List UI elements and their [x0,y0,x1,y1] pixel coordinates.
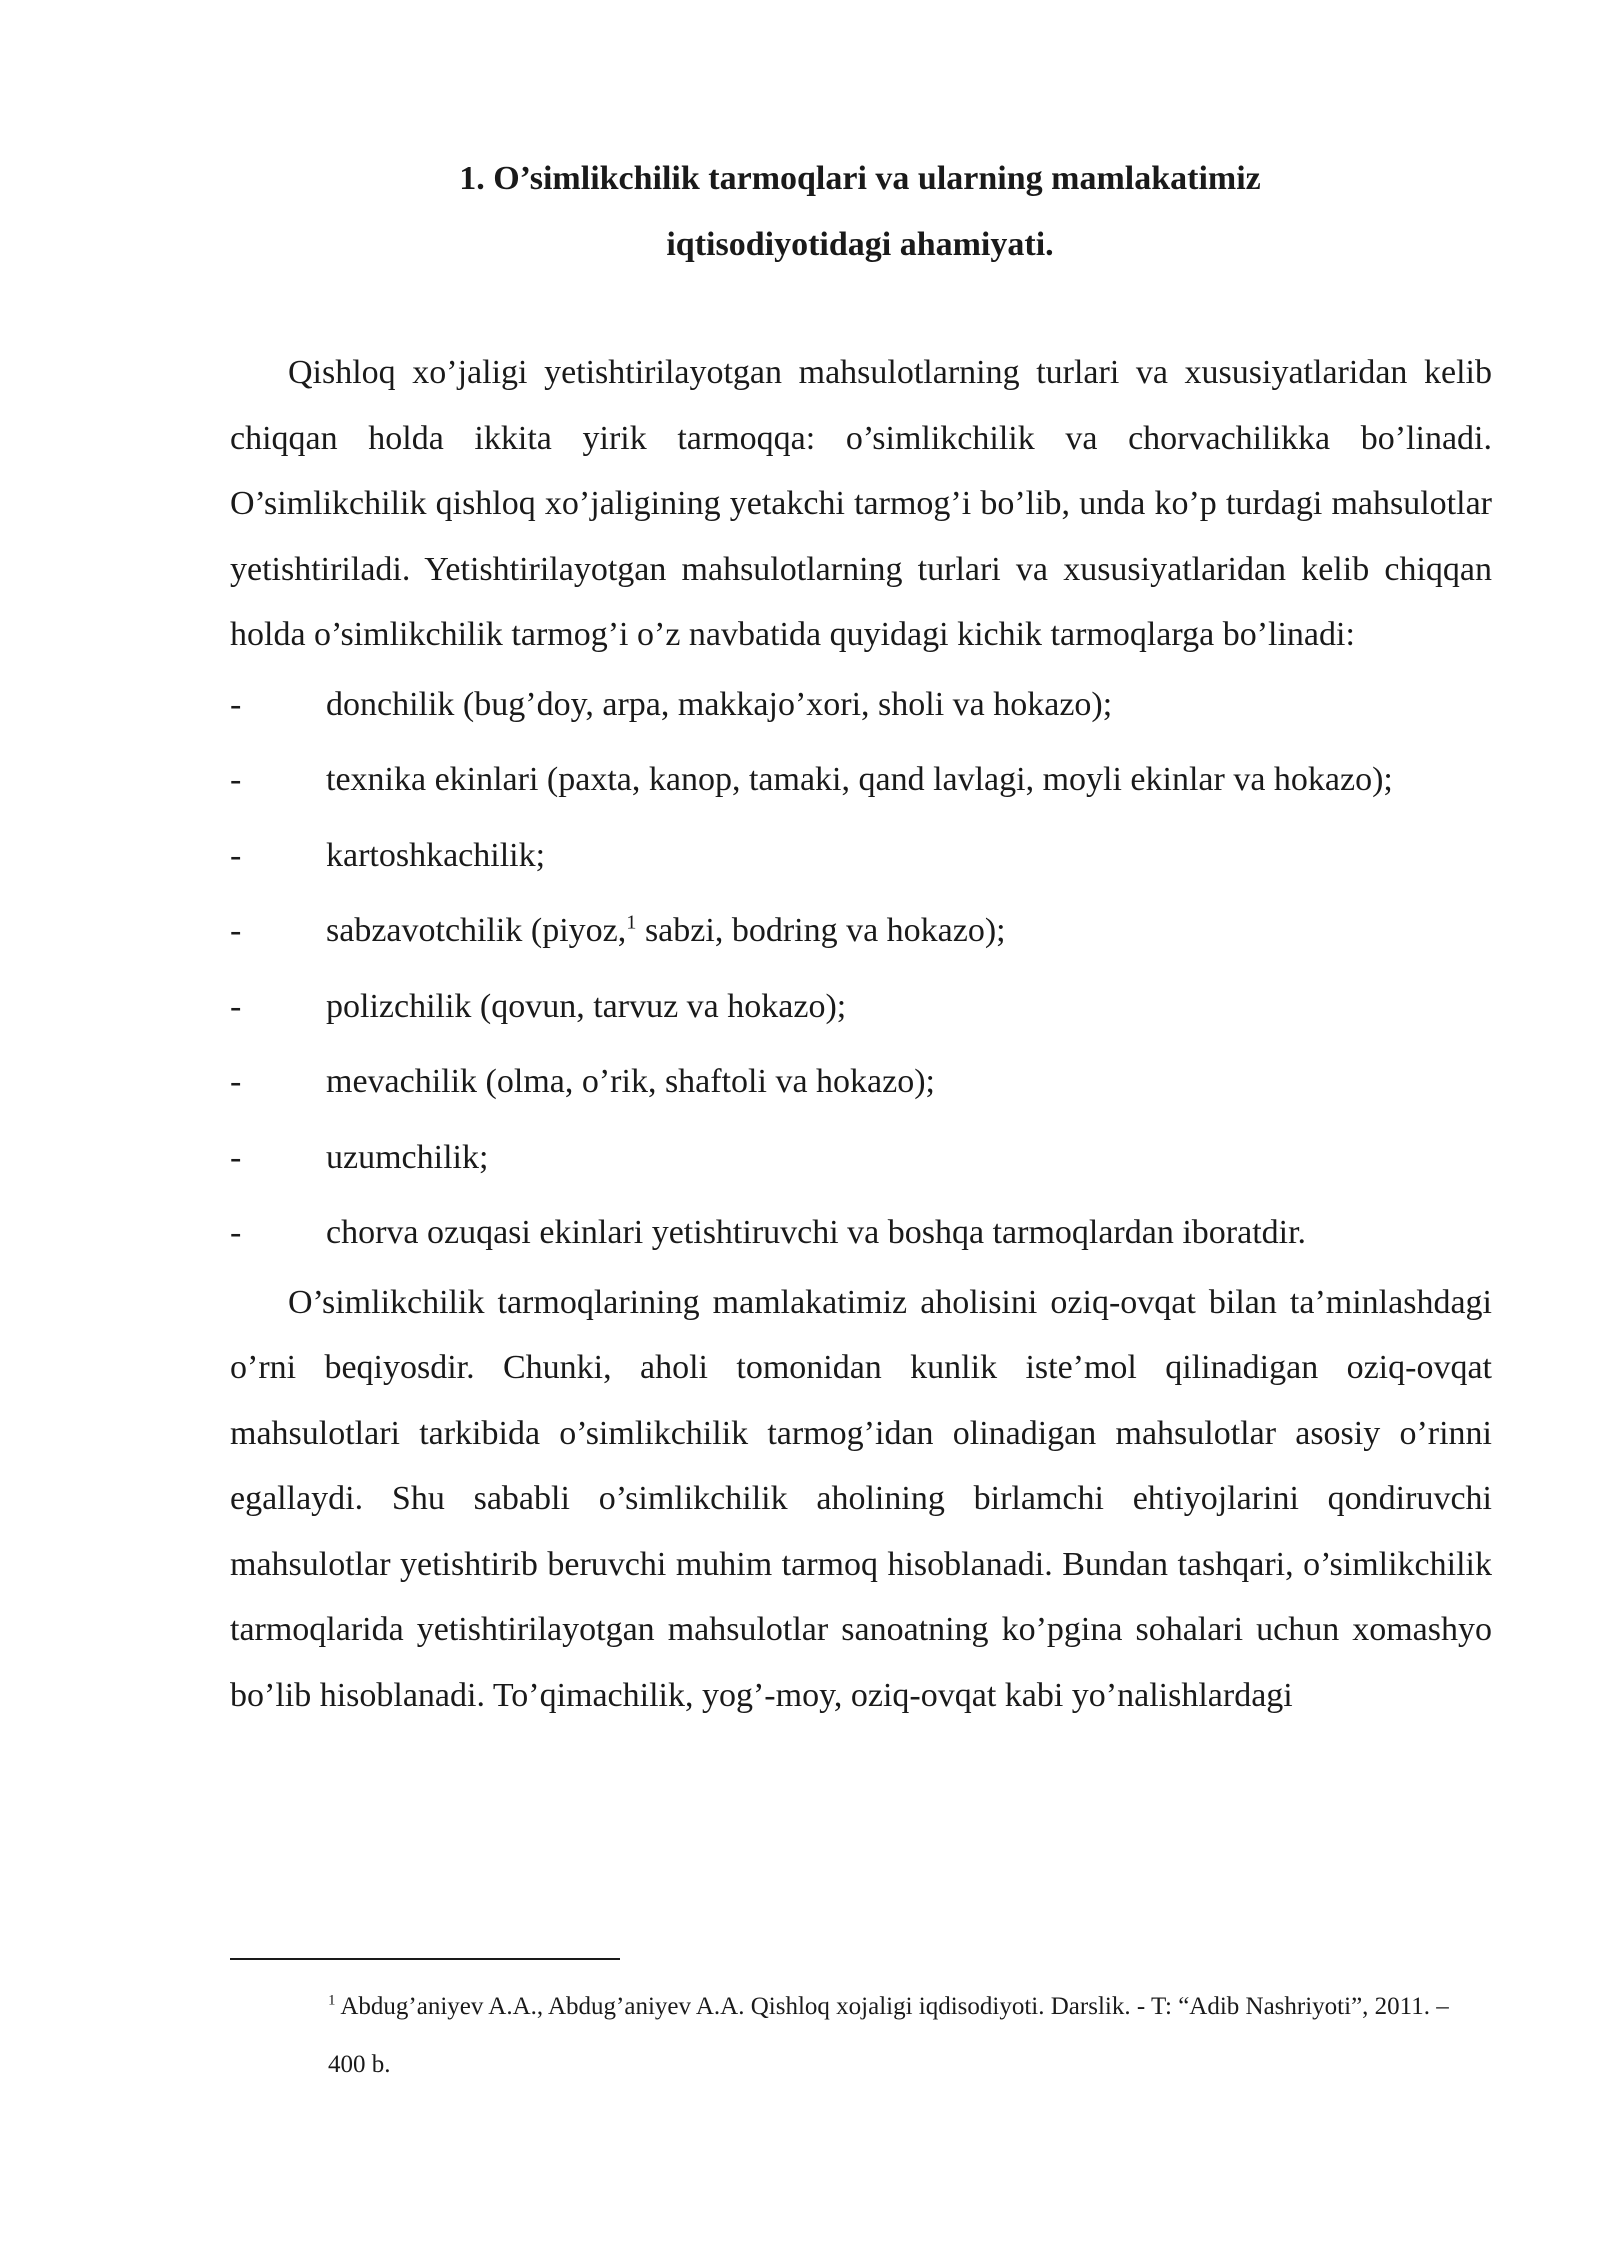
footnote [328,1978,1488,2094]
list-item-text: polizchilik (qovun, tarvuz va hokazo); [326,987,847,1025]
list-dash: - [230,1138,242,1176]
heading-line-2: iqtisodiyotidagi ahamiyati. [666,226,1054,263]
list-item [230,823,1492,889]
list-item-text: sabzavotchilik (piyoz, [326,912,627,949]
list-item [230,1125,1492,1191]
footnote-text: Abdug’aniyev A.A., Abdug’aniyev A.A. Qishloq xojaligi iqdisodiyoti. Darslik. - T: “Adib Nashriyoti”, 2011. – 400 b. [328,1993,1449,2078]
closing-paragraph: O’simlikchilik tarmoqlarining mamlakatimiz aholisini oziq-ovqat bilan ta’minlashdagi o’rni beqiyosdir. Chunki, aholi tomonidan kunlik iste’mol qilinadigan oziq-ovqat mahsulotlari tarkibida o’simlikchilik tarmog’idan olinadigan mahsulotlar asosiy o’rinni egallaydi. Shu sababli o’simlikchilik aholining birlamchi ehtiyojlarini qondiruvchi mahsulotlar yetishtirib beruvchi muhim tarmoq hisoblanadi. Bundan tashqari, o’simlikchilik tarmoqlarida yetishtirilayotgan mahsulotlar sanoatning ko’pgina sohalari uchun xomashyo bo’lib hisoblanadi. To’qimachilik, yog’-moy, oziq-ovqat kabi yo’nalishlardagi [230,1283,1492,1714]
list-item-text-continued: sabzi, bodring va hokazo); [636,912,1006,949]
list-dash: - [230,685,242,723]
section-heading [230,146,1490,278]
list-item-text: uzumchilik; [326,1138,489,1176]
list-dash: - [230,761,242,798]
list-item [230,1049,1492,1115]
list-item [230,672,1492,738]
list-dash: - [230,1214,242,1251]
footnote-separator [230,1958,620,1960]
list-dash: - [230,1063,242,1100]
list-item [230,974,1492,1040]
list-item-text: chorva ozuqasi ekinlari yetishtiruvchi va boshqa tarmoqlardan iboratdir. [326,1214,1307,1251]
list-item-text: donchilik (bug’doy, arpa, makkajo’xori, sholi va hokazo); [326,685,1113,723]
footnote-reference[interactable]: 1 [626,911,637,934]
list-item [230,1200,1492,1266]
body-text [230,340,1492,1728]
list-dash: - [230,836,242,874]
list-dash: - [230,912,242,949]
heading-line-1: 1. O’simlikchilik tarmoqlari va ularning mamlakatimiz [459,160,1261,197]
list-dash: - [230,987,242,1025]
footnote-marker: 1 [328,1992,336,2009]
list-item [230,898,1492,964]
intro-paragraph: Qishloq xo’jaligi yetishtirilayotgan mahsulotlarning turlari va xususiyatlaridan kelib chiqqan holda ikkita yirik tarmoqqa: o’simlikchilik va chorvachilikka bo’linadi. O’simlikchilik qishloq xo’jaligining yetakchi tarmog’i bo’lib, unda ko’p turdagi mahsulotlar yetishtiriladi. Yetishtirilayotgan mahsulotlarning turlari va xususiyatlaridan kelib chiqqan holda o’simlikchilik tarmog’i o’z navbatida quyidagi kichik tarmoqlarga bo’linadi: [230,354,1492,653]
list-item-text: texnika ekinlari (paxta, kanop, tamaki, qand lavlagi, moyli ekinlar va hokazo); [326,761,1393,798]
list-item-text: kartoshkachilik; [326,836,546,874]
list-item-text: mevachilik (olma, o’rik, shaftoli va hokazo); [326,1063,935,1100]
list-item [230,747,1492,813]
